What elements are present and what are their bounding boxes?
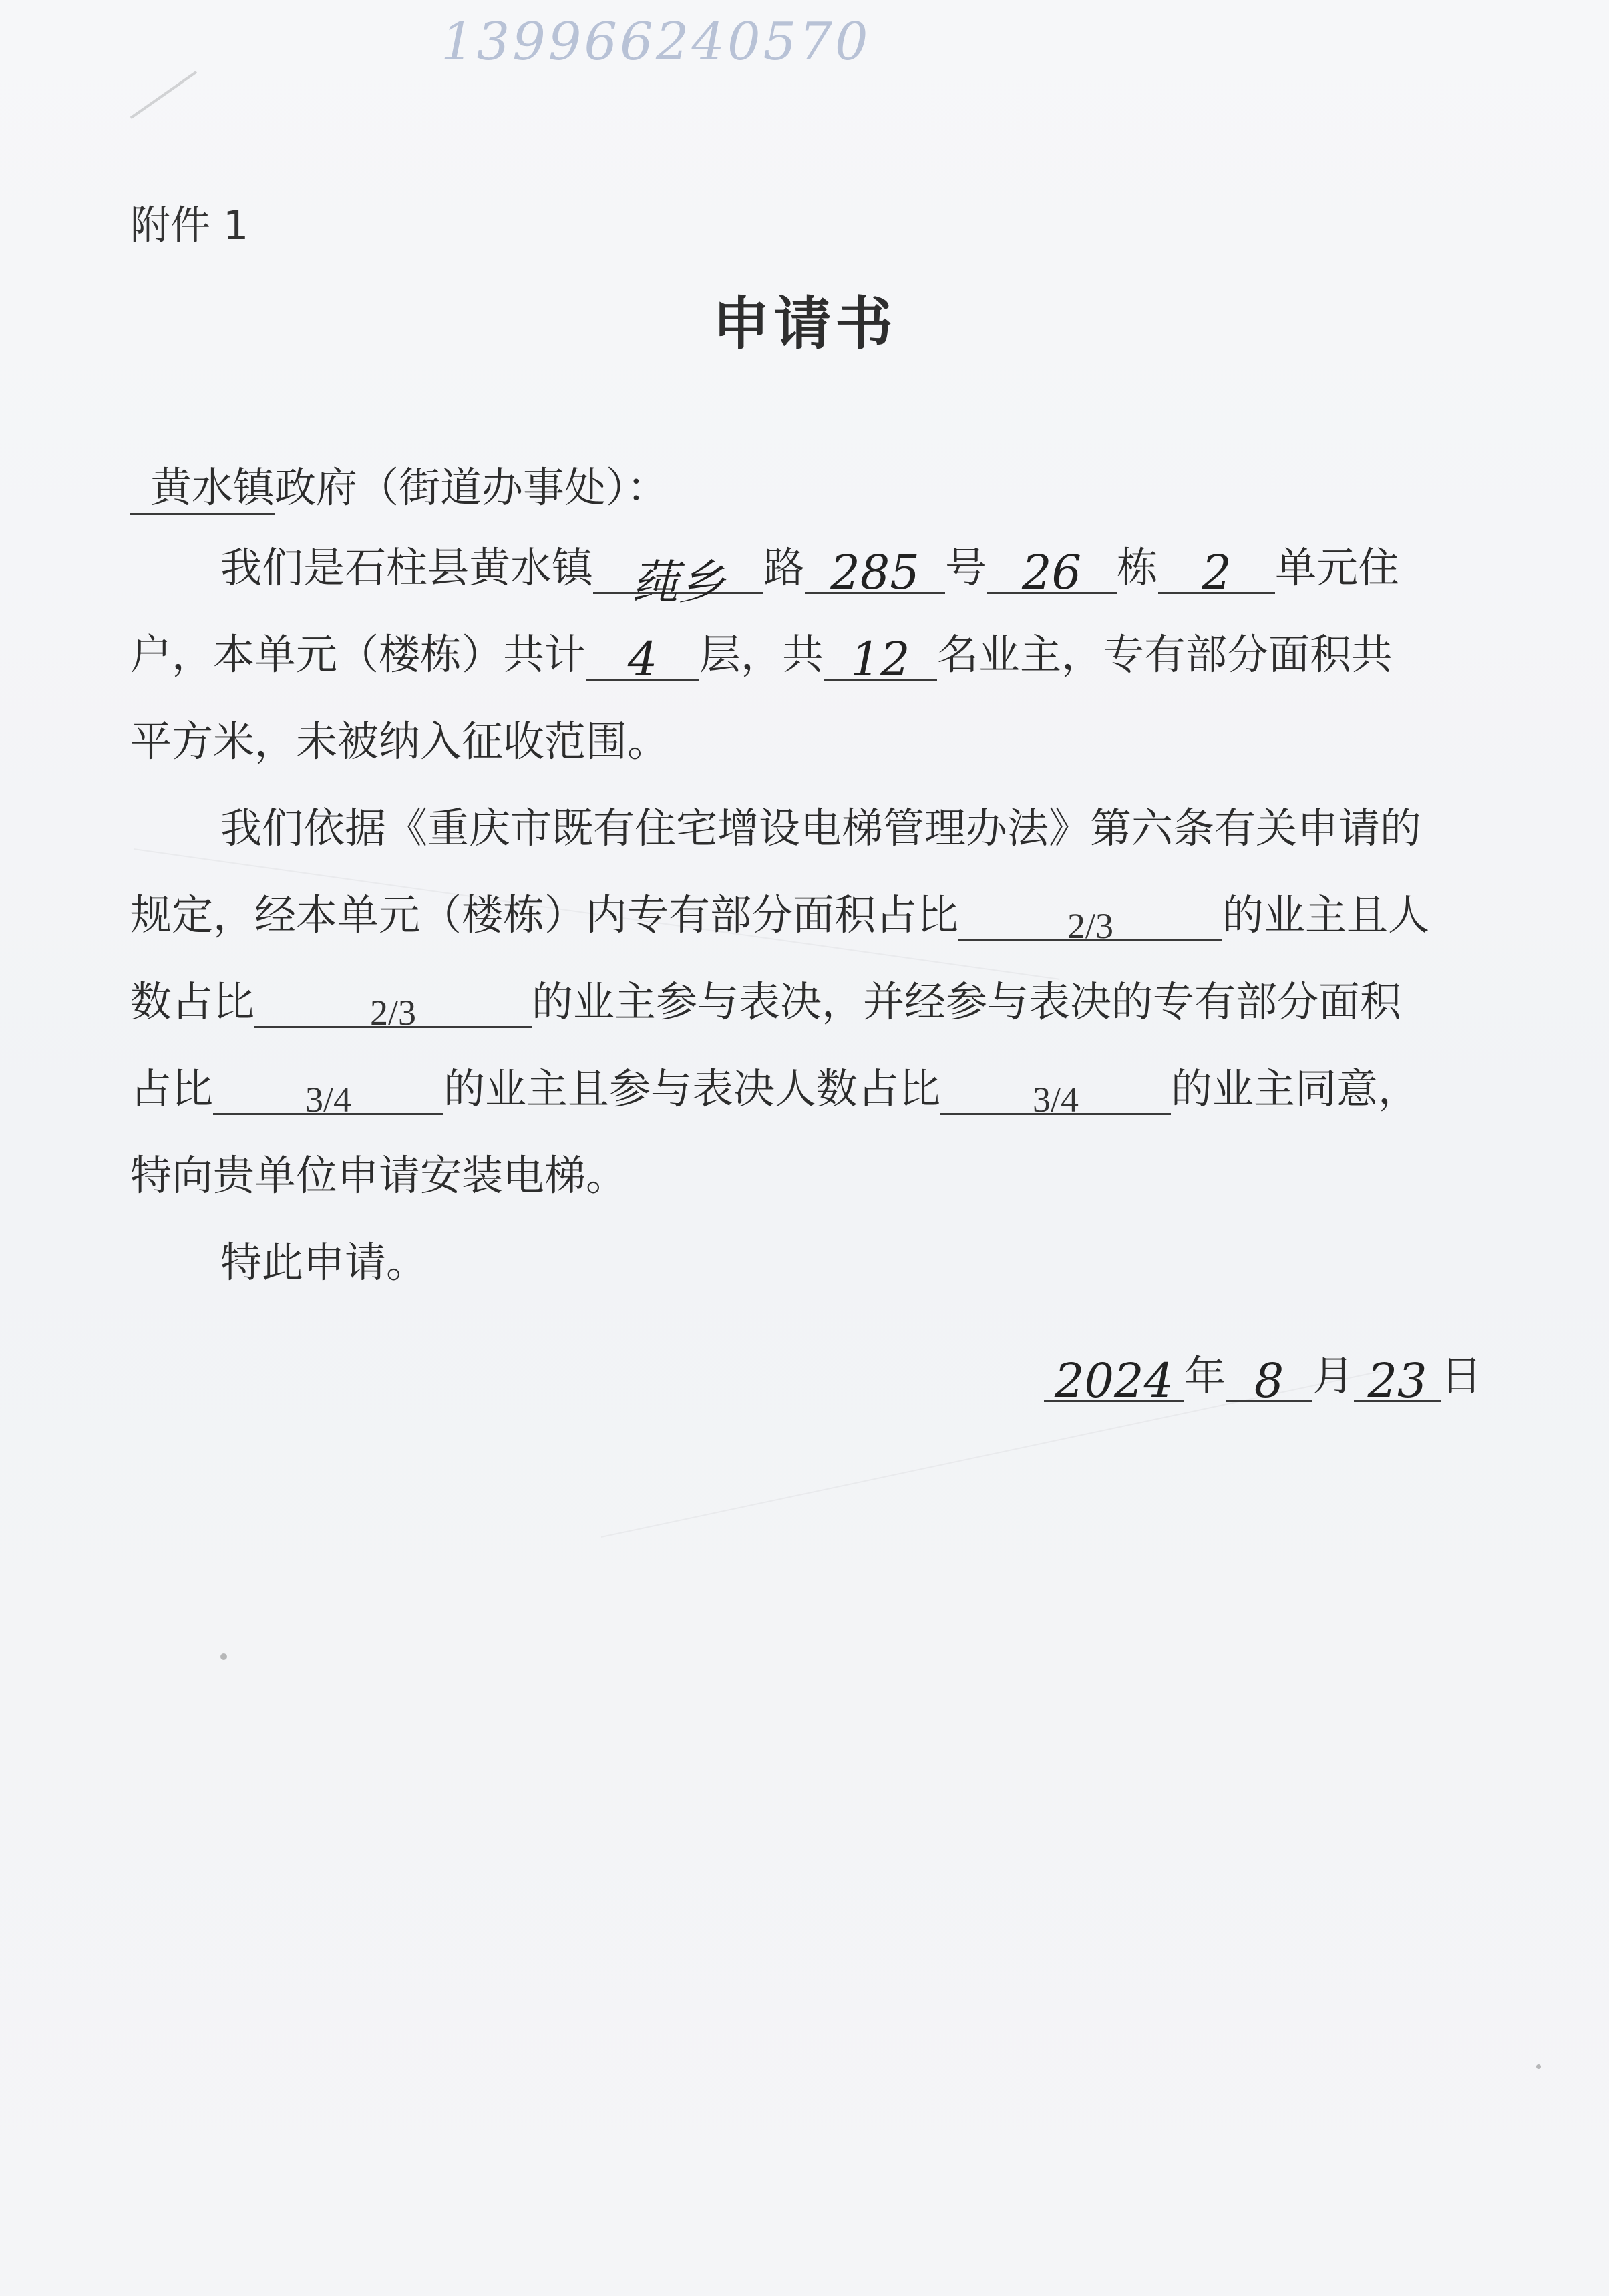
speck [220,1653,227,1660]
para2-line5: 特向贵单位申请安装电梯。 [130,1151,628,1200]
text-segment: 规定，经本单元（楼栋）内专有部分面积占比 [130,890,959,939]
number-field [805,545,945,600]
ratio4-value: 3/4 [1033,1080,1079,1120]
signature-date [1044,1343,1482,1408]
para2-line2 [130,882,1430,946]
floors-field [586,632,699,687]
text-segment: 占比 [130,1064,214,1113]
para1-line2 [130,621,1393,687]
handwritten-phone-annotation: 139966240570 [441,12,871,72]
unit-field [1158,545,1275,600]
text-segment: 的业主且参与表决人数占比 [443,1064,941,1113]
day-label: 日 [1440,1351,1482,1400]
ratio2-value: 2/3 [370,993,417,1033]
para2-line4 [130,1055,1420,1120]
number-value: 285 [830,545,920,600]
building-field [987,545,1117,600]
addressee-org: 黄水镇 [130,463,275,515]
ratio1-field [958,896,1222,946]
road-field [593,549,763,610]
month-value: 8 [1254,1353,1284,1408]
owners-field [824,632,937,687]
ratio3-field [213,1070,443,1120]
owners-value: 12 [850,632,910,687]
text-segment: 单元住 [1275,543,1400,592]
text-segment: 的业主且人 [1222,890,1430,939]
text-segment: 路 [763,543,806,592]
addressee-line [130,454,668,514]
para2-line3 [130,969,1402,1033]
addressee-rest: 政府（街道办事处）： [275,463,669,512]
building-value: 26 [1022,545,1082,600]
para2-line1: 我们依据《重庆市既有住宅增设电梯管理办法》第六条有关申请的 [220,804,1422,852]
month-field [1226,1353,1312,1408]
text-segment: 层，共 [699,630,824,679]
para1-line3: 平方米，未被纳入征收范围。 [130,717,669,766]
ratio2-field [254,983,532,1033]
road-value: 莼乡 [631,555,725,610]
document-title: 申请书 [712,291,897,357]
text-segment: 我们是石柱县黄水镇 [220,543,594,592]
ratio3-value: 3/4 [305,1080,352,1120]
floors-value: 4 [627,632,658,687]
text-segment: 数占比 [130,977,255,1026]
year-label: 年 [1184,1351,1226,1400]
text-segment: 的业主同意， [1171,1064,1420,1113]
speck [1536,2064,1541,2069]
text-segment: 栋 [1117,543,1159,592]
text-segment: 号 [945,543,987,592]
ratio1-value: 2/3 [1067,906,1114,946]
text-segment: 户，本单元（楼栋）共计 [130,630,586,679]
day-value: 23 [1367,1353,1427,1408]
unit-value: 2 [1202,545,1232,600]
closing-line: 特此申请。 [220,1238,428,1287]
day-field [1354,1353,1441,1408]
pen-scratch [130,71,198,119]
attachment-label: 附件 1 [130,202,249,249]
text-segment: 的业主参与表决，并经参与表决的专有部分面积 [532,977,1402,1026]
month-label: 月 [1312,1351,1354,1400]
para1-line1 [220,534,1400,610]
ratio4-field [940,1070,1171,1120]
text-segment: 名业主，专有部分面积共 [937,630,1393,679]
year-field [1044,1353,1184,1408]
year-value: 2024 [1054,1353,1174,1408]
